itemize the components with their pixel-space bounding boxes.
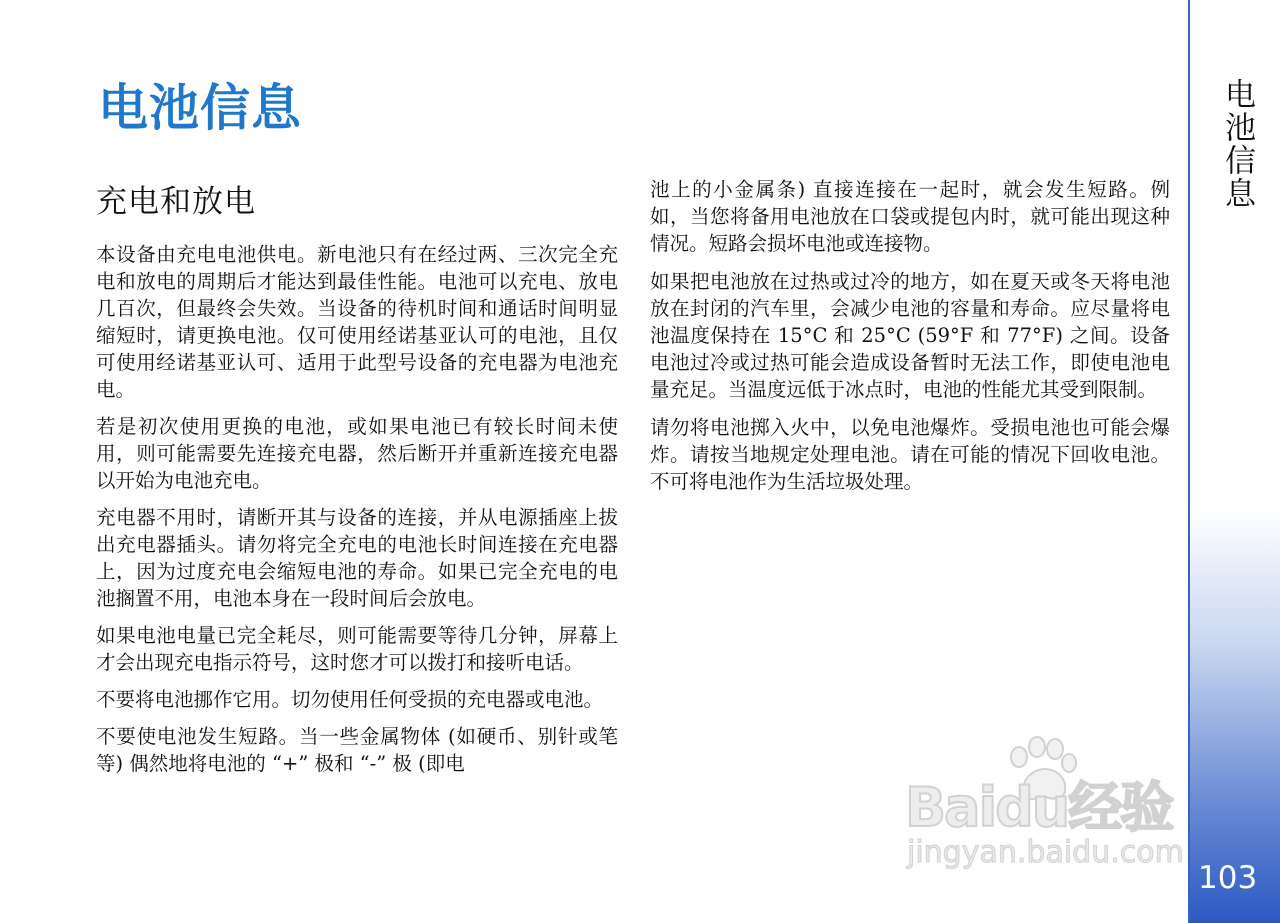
watermark-url: jingyan.baidu.com [907, 835, 1184, 870]
paragraph: 池上的小金属条) 直接连接在一起时，就会发生短路。例如，当您将备用电池放在口袋或提包内时，就可能出现这种情况。短路会损坏电池或连接物。 [650, 178, 1170, 255]
paragraph: 如果电池电量已完全耗尽，则可能需要等待几分钟，屏幕上才会出现充电指示符号，这时您才可以拨打和接听电话。 [96, 624, 618, 674]
baidu-watermark [905, 735, 1205, 885]
paragraph: 若是初次使用更换的电池，或如果电池已有较长时间未使用，则可能需要先连接充电器，然后断开并重新连接充电器以开始为电池充电。 [96, 415, 618, 492]
watermark-text: Baidu经验 [905, 776, 1173, 839]
paragraph: 本设备由充电电池供电。新电池只有在经过两、三次完全充电和放电的周期后才能达到最佳性能。电池可以充电、放电几百次，但最终会失效。当设备的待机时间和通话时间明显缩短时，请更换电池。仅可使用经诺基亚认可的电池，且仅可使用经诺基亚认可、适用于此型号设备的充电器为电池充电。 [96, 243, 618, 401]
paragraph: 如果把电池放在过热或过冷的地方，如在夏天或冬天将电池放在封闭的汽车里，会减少电池的容量和寿命。应尽量将电池温度保持在 15°C 和 25°C (59°F 和 77°F) 之间。设备电池过冷或过热可能会造成设备暂时无法工作，即使电池电量充足。当温度远低于冰点时，电池的性能尤其受到限制。 [650, 270, 1170, 401]
left-column [96, 176, 618, 787]
side-chapter-label: 电池信息 [1219, 78, 1255, 210]
section-title: 充电和放电 [96, 184, 256, 220]
paw-icon [1001, 735, 1081, 805]
paragraph: 不要使电池发生短路。当一些金属物体 (如硬币、别针或笔等) 偶然地将电池的 “+” 极和 “-” 极 (即电 [96, 725, 618, 775]
right-column [650, 176, 1170, 506]
paragraph: 不要将电池挪作它用。切勿使用任何受损的充电器或电池。 [96, 688, 604, 711]
page-title: 电池信息 [98, 79, 302, 137]
page-number: 103 [1198, 860, 1258, 896]
paragraph: 充电器不用时，请断开其与设备的连接，并从电源插座上拔出充电器插头。请勿将完全充电的电池长时间连接在充电器上，因为过度充电会缩短电池的寿命。如果已完全充电的电池搁置不用，电池本身在一段时间后会放电。 [96, 506, 618, 610]
paragraph: 请勿将电池掷入火中，以免电池爆炸。受损电池也可能会爆炸。请按当地规定处理电池。请在可能的情况下回收电池。不可将电池作为生活垃圾处理。 [650, 416, 1170, 493]
